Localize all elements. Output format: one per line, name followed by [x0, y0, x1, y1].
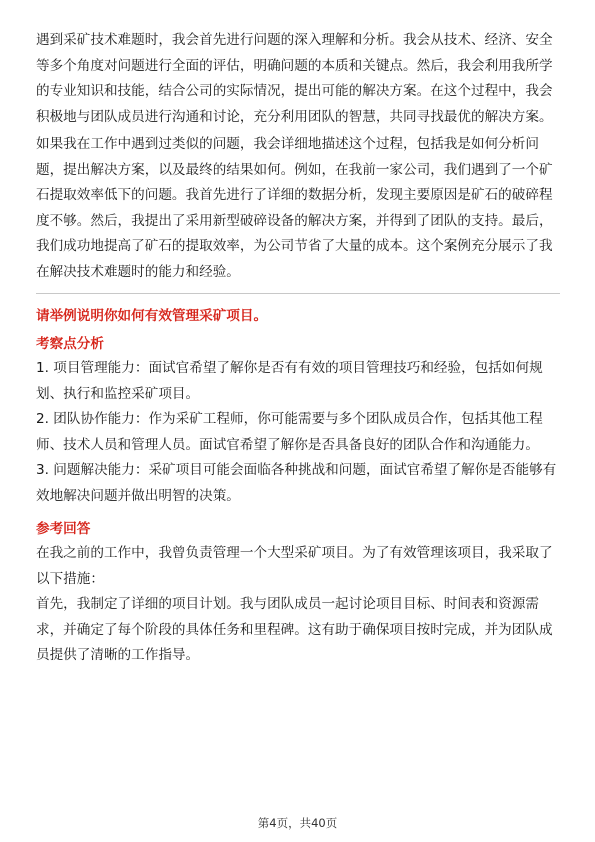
analysis-item-1: 1. 项目管理能力：面试官希望了解你是否有有效的项目管理技巧和经验，包括如何规划、执行和监控采矿项目。	[36, 360, 543, 402]
intro-paragraph-1: 遇到采矿技术难题时，我会首先进行问题的深入理解和分析。我会从技术、经济、安全等多个角度对问题进行全面的评估，明确问题的本质和关键点。然后，我会利用我所学的专业知识和技能，结合公司的实际情况，提出可能的解决方案。在这个过程中，我会积极地与团队成员进行沟通和讨论，充分利用团队的智慧，共同寻找最优的解决方案。	[36, 32, 553, 125]
document-page	[36, 28, 560, 669]
intro-paragraph-2: 如果我在工作中遇到过类似的问题，我会详细地描述这个过程，包括我是如何分析问题，提出解决方案，以及最终的结果如何。例如，在我前一家公司，我们遇到了一个矿石提取效率低下的问题。我首先进行了详细的数据分析，发现主要原因是矿石的破碎程度不够。然后，我提出了采用新型破碎设备的解决方案，并得到了团队的支持。最后，我们成功地提高了矿石的提取效率，为公司节省了大量的成本。这个案例充分展示了我在解决技术难题时的能力和经验。	[36, 136, 553, 280]
answer-paragraph-1: 在我之前的工作中，我曾负责管理一个大型采矿项目。为了有效管理该项目，我采取了以下措施：	[36, 545, 553, 587]
analysis-item-3: 3. 问题解决能力：采矿项目可能会面临各种挑战和问题，面试官希望了解你是否能够有效地解决问题并做出明智的决策。	[36, 462, 557, 504]
answer-paragraph-2: 首先，我制定了详细的项目计划。我与团队成员一起讨论项目目标、时间表和资源需求，并确定了每个阶段的具体任务和里程碑。这有助于确保项目按时完成，并为团队成员提供了清晰的工作指导。	[36, 596, 553, 663]
section-divider	[36, 293, 560, 294]
question-heading: 请举例说明你如何有效管理采矿项目。	[36, 308, 268, 324]
analysis-item-2: 2. 团队协作能力：作为采矿工程师，你可能需要与多个团队成员合作，包括其他工程师、技术人员和管理人员。面试官希望了解你是否具备良好的团队合作和沟通能力。	[36, 411, 543, 453]
analysis-title: 考察点分析	[36, 336, 104, 352]
answer-title: 参考回答	[36, 521, 91, 537]
page-number: 第4页，共40页	[257, 816, 338, 830]
